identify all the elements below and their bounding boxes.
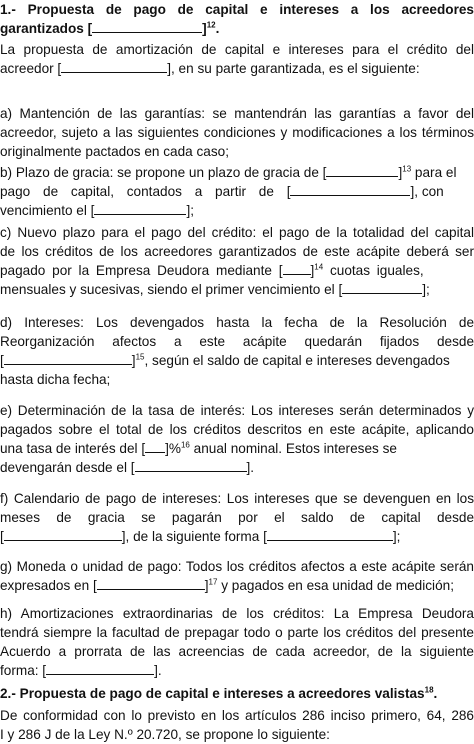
clause-b-line-3: vencimiento el [ ]; — [0, 203, 195, 218]
section-1-title: 1.- Propuesta de pago de capital e intereses a los acreedores — [0, 2, 474, 17]
closing-line-1: De conformidad con lo previsto en los artículos 286 inciso primero, 64, 286 — [0, 708, 474, 723]
closing-line-2: I y 286 J de la Ley N.º 20.720, se propone lo siguiente: — [0, 727, 330, 742]
blank-field[interactable] — [92, 21, 202, 33]
intro-line-2: acreedor [ ], en su parte garantizada, es el siguiente: — [0, 61, 420, 76]
section-2-title: 2.- Propuesta de pago de capital e intereses a acreedores valistas$^{18}$. — [0, 685, 438, 701]
footnote-ref[interactable]: 17 — [208, 577, 218, 587]
blank-field[interactable] — [61, 61, 167, 73]
footnote-ref[interactable]: 15 — [135, 352, 145, 362]
clause-f-line-3: [ ], de la siguiente forma [ ]; — [0, 529, 401, 544]
blank-field[interactable] — [283, 263, 311, 275]
footnote-ref[interactable]: 13 — [402, 164, 412, 174]
blank-field[interactable] — [326, 165, 398, 177]
blank-field[interactable] — [267, 529, 393, 541]
clause-d-line-2: Reorganización afectos a este acápite quedarán fijados desde — [0, 334, 474, 349]
clause-c-line-3: pagado por la Empresa Deudora mediante [ ]$^{14}$ cuotas iguales, — [0, 262, 424, 278]
clause-e-line-2: pagados sobre el total de los créditos descritos en este acápite, aplicando — [0, 422, 474, 437]
blank-field[interactable] — [4, 529, 122, 541]
clause-f-line-1: f) Calendario de pago de intereses: Los intereses que se devenguen en los — [0, 491, 474, 506]
clause-d-line-1: d) Intereses: Los devengados hasta la fecha de la Resolución de — [0, 315, 474, 330]
clause-d-line-3: [ ]$^{15}$, según el saldo de capital e intereses devengados — [0, 352, 450, 368]
clause-c-line-4: mensuales y sucesivas, siendo el primer vencimiento el [ ]; — [0, 282, 430, 297]
clause-a-line-3: originalmente pactados en cada caso; — [0, 144, 229, 159]
clause-g-line-2: expresados en [ ]$^{17}$ y pagados en esa unidad de medición; — [0, 577, 454, 593]
footnote-ref[interactable]: 16 — [180, 440, 190, 450]
blank-field[interactable] — [94, 203, 186, 215]
blank-field[interactable] — [4, 353, 132, 365]
clause-h-line-3: Acuerdo a prorrata de las acreencias de cada acreedor, de la siguiente — [0, 644, 474, 659]
clause-a-line-2: acreedor, sujeto a las siguientes condiciones y modificaciones a los términos — [0, 125, 474, 140]
clause-h-line-2: tendrá siempre la facultad de prepagar todo o parte los créditos del presente — [0, 625, 474, 640]
clause-e-line-4: devengarán desde el [ ]. — [0, 460, 255, 475]
intro-line-1: La propuesta de amortización de capital e intereses para el crédito del — [0, 42, 474, 57]
clause-e-line-3: una tasa de interés del [ ]%$^{16}$ anual nominal. Estos intereses se — [0, 440, 397, 456]
footnote-ref[interactable]: 18 — [424, 685, 434, 695]
clause-a-line-1: a) Mantención de las garantías: se mantendrán las garantías a favor del — [0, 106, 474, 121]
blank-field[interactable] — [46, 663, 154, 675]
blank-field[interactable] — [145, 441, 165, 453]
clause-f-line-2: meses de gracia se pagarán por el saldo de capital desde — [0, 510, 474, 525]
clause-b-line-2: pago de capital, contados a partir de [ ], con — [0, 184, 444, 199]
clause-c-line-2: de los créditos de los acreedores garantizados de este acápite deberá ser — [0, 244, 474, 259]
clause-e-line-1: e) Determinación de la tasa de interés: Los intereses serán determinados y — [0, 403, 474, 418]
blank-field[interactable] — [290, 184, 410, 196]
section-1-title-line-2: garantizados [ ]$^{12}$. — [0, 20, 220, 36]
clause-d-line-4: hasta dicha fecha; — [0, 372, 111, 387]
blank-field[interactable] — [342, 282, 422, 294]
footnote-ref[interactable]: 14 — [314, 262, 324, 272]
blank-field[interactable] — [97, 578, 205, 590]
footnote-ref[interactable]: 12 — [206, 20, 216, 30]
clause-b-line-1: b) Plazo de gracia: se propone un plazo de gracia de [ ]$^{13}$ para el — [0, 164, 457, 180]
clause-g-line-1: g) Moneda o unidad de pago: Todos los créditos afectos a este acápite serán — [0, 559, 474, 574]
blank-field[interactable] — [135, 460, 247, 472]
clause-c-line-1: c) Nuevo plazo para el pago del crédito: el pago de la totalidad del capital — [0, 225, 474, 240]
clause-h-line-4: forma: [ ]. — [0, 663, 162, 678]
clause-h-line-1: h) Amortizaciones extraordinarias de los créditos: La Empresa Deudora — [0, 606, 474, 621]
